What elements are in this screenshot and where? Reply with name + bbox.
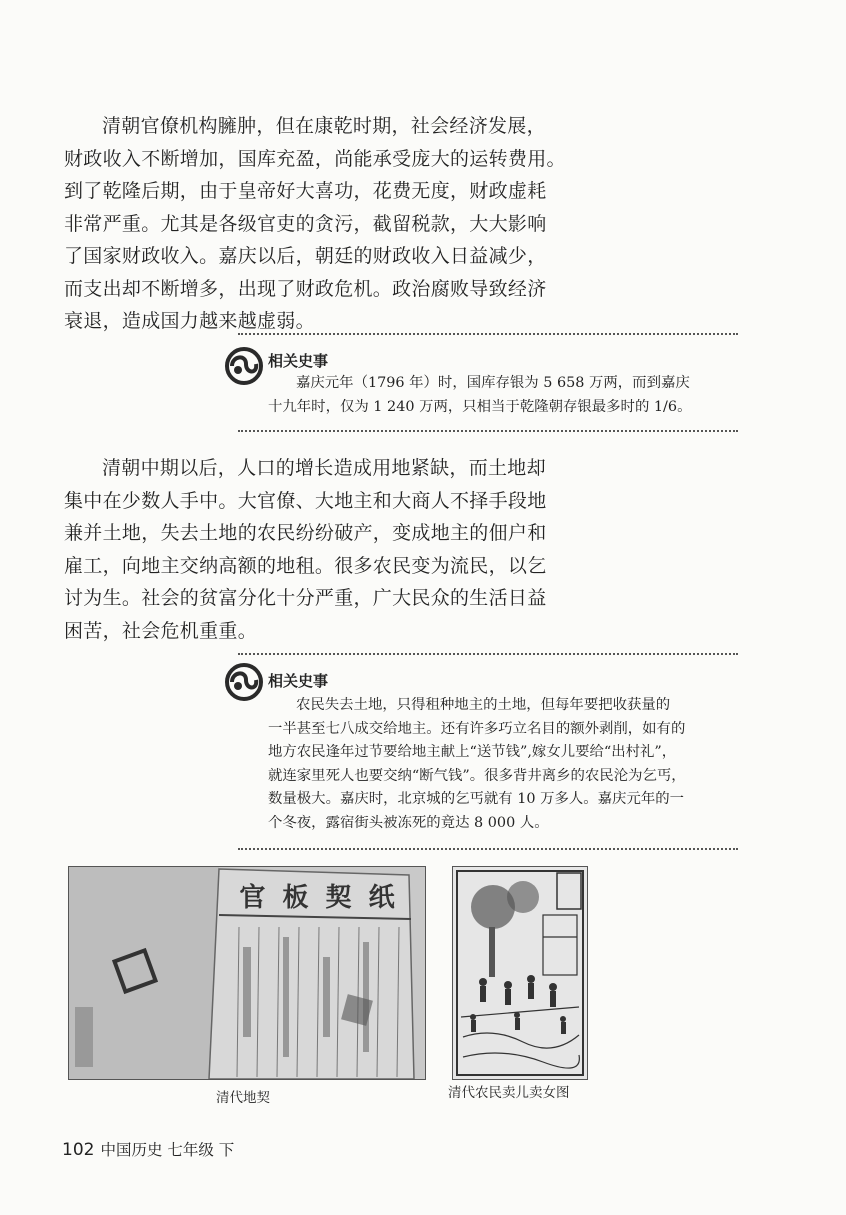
figure-caption-selling-children: 清代农民卖儿卖女图 [448, 1085, 570, 1101]
related-history-box-1 [224, 330, 738, 435]
related-history-logo-icon [224, 662, 264, 702]
deed-heading: 官 板 契 纸 [239, 883, 399, 913]
box-line: 个冬夜，露宿街头被冻死的竟达 8 000 人。 [268, 814, 549, 831]
text-line: 讨为生。社会的贫富分化十分严重，广大民众的生活日益 [64, 587, 547, 609]
page-number: 102 [62, 1140, 95, 1160]
text-line: 困苦，社会危机重重。 [64, 619, 258, 642]
text-line: 衰退，造成国力越来越虚弱。 [64, 310, 315, 332]
box-line: 嘉庆元年（1796 年）时，国库存银为 5 658 万两，而到嘉庆 [296, 375, 690, 391]
box-line: 一半甚至七八成交给地主。还有许多巧立名目的额外剥削，如有的 [268, 720, 686, 737]
box-line: 就连家里死人也要交纳“断气钱”。很多背井离乡的农民沦为乞丐， [268, 767, 686, 784]
box-title: 相关史事 [268, 672, 329, 690]
text-line: 财政收入不断增加，国库充盈，尚能承受庞大的运转费用。 [64, 147, 566, 170]
text-line: 到了乾隆后期，由于皇帝好大喜功，花费无度，财政虚耗 [64, 180, 547, 202]
selling-children-illustration [452, 866, 588, 1080]
related-history-box-2 [224, 650, 738, 855]
box-line: 十九年时，仅为 1 240 万两，只相当于乾隆朝存银最多时的 1/6。 [268, 398, 692, 415]
text-line: 而支出却不断增多，出现了财政危机。政治腐败导致经济 [64, 277, 547, 300]
book-title: 中国历史 七年级 下 [100, 1141, 235, 1159]
dotted-divider-top [238, 653, 738, 655]
box-line: 数量极大。嘉庆时，北京城的乞丐就有 10 万多人。嘉庆元年的一 [268, 791, 685, 808]
box-title: 相关史事 [268, 352, 329, 370]
text-line: 清朝中期以后，人口的增长造成用地紧缺，而土地却 [102, 457, 546, 479]
text-line: 了国家财政收入。嘉庆以后，朝廷的财政收入日益减少， [64, 245, 547, 267]
box-line: 地方农民逢年过节要给地主献上“送节钱”,嫁女儿要给“出村礼”， [268, 744, 677, 761]
paragraph-land-annexation [64, 452, 584, 647]
woodblock-image [453, 867, 587, 1079]
text-line: 集中在少数人手中。大官僚、大地主和大商人不择手段地 [64, 489, 547, 512]
box-body [268, 694, 738, 836]
land-deed-photo [68, 866, 426, 1080]
box-body [268, 372, 738, 419]
text-line: 清朝官僚机构臃肿，但在康乾时期，社会经济发展， [102, 115, 546, 137]
page-footer [62, 1138, 234, 1160]
text-line: 雇工，向地主交纳高额的地租。很多农民变为流民，以乞 [64, 554, 547, 577]
figure-caption-land-deed: 清代地契 [216, 1090, 270, 1106]
related-history-logo-icon [224, 346, 264, 386]
box-line: 农民失去土地，只得租种地主的土地，但每年要把收获量的 [296, 697, 671, 713]
dotted-divider-bottom [238, 848, 738, 850]
dotted-divider-bottom [238, 430, 738, 432]
dotted-divider-top [238, 333, 738, 335]
text-line: 兼并土地，失去土地的农民纷纷破产，变成地主的佃户和 [64, 522, 547, 544]
paragraph-fiscal-crisis [64, 110, 584, 338]
text-line: 非常严重。尤其是各级官吏的贪污，截留税款，大大影响 [64, 212, 547, 235]
